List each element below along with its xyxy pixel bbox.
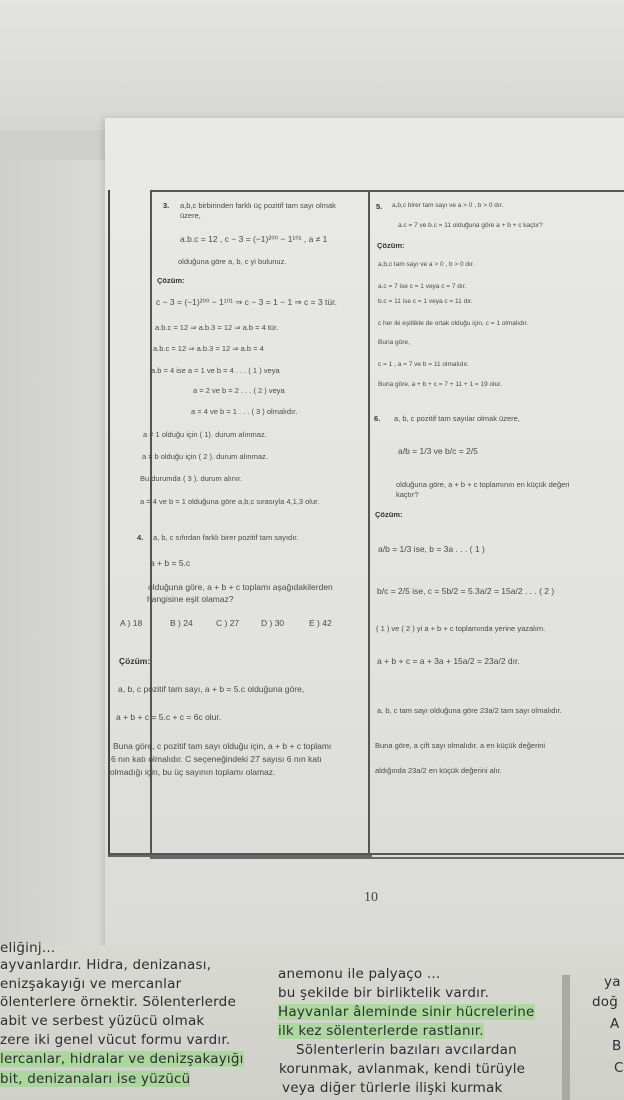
solution-line: a = 4 ve b = 1 olduğuna göre a,b,c sırasıyla 4,1,3 olur. [140,497,320,506]
solution-line: olmadığı için, bu üç sayının toplamı olamaz. [110,767,276,777]
solution-line: Buna göre, a çift sayı olmalıdır. a en küçük değerini [375,741,546,750]
text-line: bu şekilde bir birliktelik vardır. [278,985,490,1001]
choice-d: D ) 30 [261,618,285,628]
text-line: ölenterlere örnektir. Sölenterlerde [0,994,236,1010]
solution-line: a, b, c pozitif tam sayı, a + b = 5.c olduğuna göre, [118,684,305,694]
text-fragment: B [612,1038,622,1054]
question-number: 6. [374,414,381,423]
question-prompt: a, b, c pozitif tam sayılar olmak üzere, [394,414,520,423]
solution-line: a.b = 4 ise a = 1 ve b = 4 . . . ( 1 ) veya [151,366,280,375]
question-number: 3. [163,201,170,210]
textbook-column-rule [562,975,570,1100]
solution-line: Bu durumda ( 3 ). durum alınır. [140,474,243,483]
solution-line: a + b + c = 5.c + c = 6c olur. [116,712,222,722]
frame-bottom [108,853,624,855]
text-line: abit ve serbest yüzücü olmak [0,1013,205,1029]
solution-line: a = 4 ve b = 1 . . . ( 3 ) olmalıdır. [191,407,298,416]
question-number: 4. [137,533,144,542]
solution-line: Buna göre, a + b + c = 7 + 11 + 1 = 19 olur. [378,381,502,388]
text-line: veya diğer türlerle ilişki kurmak [282,1080,503,1096]
column-divider [368,190,370,855]
solution-line: b/c = 2/5 ise, c = 5b/2 = 5.3a/2 = 15a/2 . . . ( 2 ) [377,586,555,596]
solution-line: a + b + c = a + 3a + 15a/2 = 23a/2 dır. [377,656,520,666]
solution-label: Çözüm: [119,656,151,666]
solution-line: ( 1 ) ve ( 2 ) yi a + b + c toplamında yerine yazalım. [376,624,546,633]
solution-label: Çözüm: [377,241,405,250]
question-ask: hangisine eşit olamaz? [147,594,234,604]
solution-line: c = 1 , a = 7 ve b = 11 olmalıdır. [378,361,469,368]
solution-line: a.b.c = 12 ⇒ a.b.3 = 12 ⇒ a.b = 4 [153,344,264,353]
choice-a: A ) 18 [120,618,143,628]
text-line: zere iki genel vücut formu vardır. [0,1032,231,1048]
given-equation: a.b.c = 12 , c − 3 = (−1)²⁰⁰ − 1¹⁰¹ , a ≠ 1 [180,234,328,244]
question-ask: olduğuna göre a, b, c yi bulunuz. [178,257,287,266]
text-line: ayvanlardır. Hidra, denizanası, [0,957,212,973]
highlighted-text-line: bit, denizanaları ise yüzücü [0,1071,191,1087]
choice-e: E ) 42 [309,618,332,628]
text-line: korunmak, avlanmak, kendi türüyle [279,1061,526,1077]
solution-line: a.c = 7 ise c = 1 veya c = 7 dır. [378,283,467,290]
solution-line: a.b.c = 12 ⇒ a.b.3 = 12 ⇒ a.b = 4 tür. [155,323,279,332]
solution-line: c − 3 = (−1)²⁰⁰ − 1¹⁰¹ ⇒ c − 3 = 1 − 1 ⇒ c = 3 tür. [156,297,337,307]
text-line: enizşakayığı ve mercanlar [0,976,182,992]
text-line: eliğinj... [0,940,56,956]
highlighted-text-line: lercanlar, hidralar ve denizşakayığı [0,1051,244,1067]
given-equation: a.c = 7 ve b.c = 11 olduğuna göre a + b + c kaçtır? [398,222,543,229]
text-fragment: doğ [592,994,618,1010]
question-ask: kaçtır? [396,490,419,499]
solution-line: 6 nın katı olmalıdır. C seçeneğindeki 27 sayısı 6 nın katı [111,754,322,764]
given-equation: a/b = 1/3 ve b/c = 2/5 [398,446,478,456]
solution-line: a ≠ 1 olduğu için ( 1). durum alınmaz. [143,430,267,439]
text-fragment: C [614,1060,624,1076]
solution-label: Çözüm: [375,510,403,519]
text-fragment: ya [604,974,621,990]
question-prompt: üzere, [180,211,201,220]
solution-label: Çözüm: [157,276,185,285]
question-prompt: a,b,c birbirinden farklı üç pozitif tam sayı olmak [180,201,336,210]
question-ask: olduğuna göre, a + b + c toplamı aşağıdakilerden [148,582,333,592]
solution-line: b.c = 11 ise c = 1 veya c = 11 dır. [378,298,473,305]
question-number: 5. [376,202,383,211]
text-fragment: A [610,1016,620,1032]
text-line: anemonu ile palyaço ... [278,966,441,982]
left-page-edge [0,160,118,950]
given-equation: a + b = 5.c [150,558,191,568]
question-ask: olduğuna göre, a + b + c toplamının en küçük değeri [396,480,570,489]
solution-line: aldığında 23a/2 en küçük değerini alır. [375,766,502,775]
question-prompt: a,b,c birer tam sayı ve a > 0 , b > 0 dır. [392,202,504,209]
solution-line: c her iki eşitlikte de ortak olduğu için, c = 1 olmalıdır. [378,320,529,327]
solution-line: Buna göre, c pozitif tam sayı olduğu için, a + b + c toplamı [113,741,332,751]
solution-line: a, b, c tam sayı olduğuna göre 23a/2 tam sayı olmalıdır. [377,706,562,715]
solution-line: a/b = 1/3 ise, b = 3a . . . ( 1 ) [378,544,485,554]
choice-c: C ) 27 [216,618,240,628]
choice-b: B ) 24 [170,618,193,628]
solution-line: a = 2 ve b = 2 . . . ( 2 ) veya [193,386,285,395]
solution-line: a ≠ b olduğu için ( 2 ). durum alınmaz. [142,452,268,461]
page-number: 10 [364,890,378,905]
question-prompt: a, b, c sıfırdan farklı birer pozitif tam sayıdır. [153,533,299,542]
background-table [0,0,624,130]
solution-line: a,b,c tam sayı ve a > 0 , b > 0 dır. [378,261,475,268]
highlighted-text-line: ilk kez sölenterlerde rastlanır. [278,1023,484,1039]
text-line: Sölenterlerin bazıları avcılardan [296,1042,517,1058]
solution-line: Buna göre, [378,339,410,346]
highlighted-text-line: Hayvanlar âleminde sinir hücrelerine [278,1004,535,1020]
